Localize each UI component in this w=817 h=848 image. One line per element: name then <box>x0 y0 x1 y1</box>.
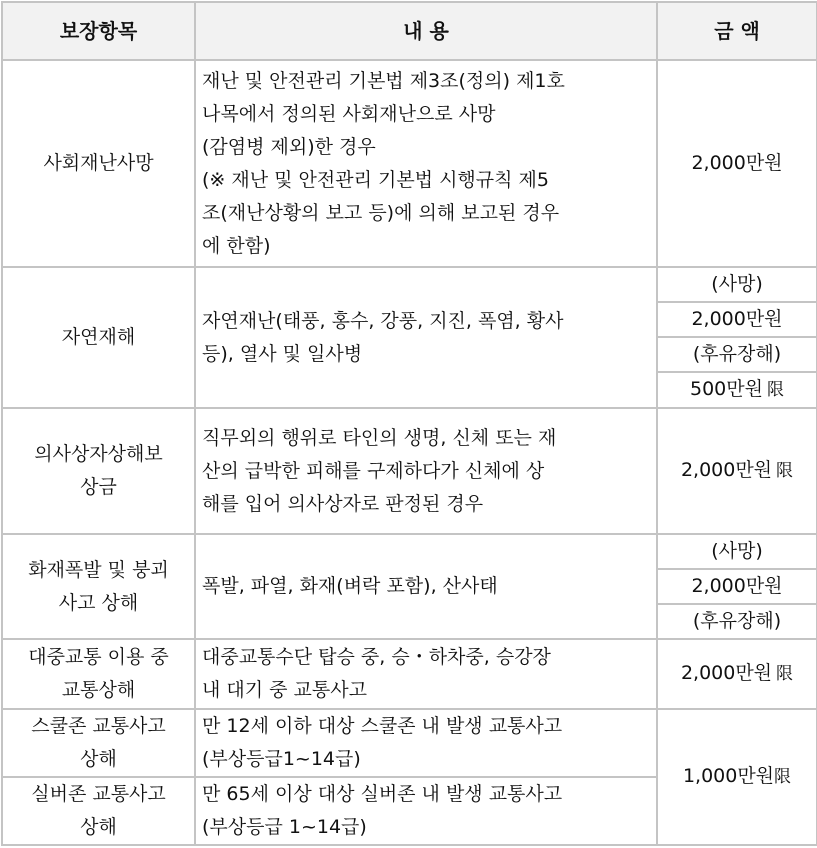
item-natural-disaster: 자연재해 <box>2 267 195 408</box>
amount-social-disaster-death: 2,000만원 <box>657 60 817 267</box>
amount-righteous-injury <box>657 408 817 534</box>
amount-public-transit <box>657 639 817 709</box>
amount-value: 2,000만원 <box>680 459 773 481</box>
amount-value: 1,000만원 <box>682 765 775 787</box>
content-line: 재난 및 안전관리 기본법 제3조(정의) 제1호 <box>202 69 565 92</box>
coverage-table <box>1 1 817 846</box>
content-line: 해를 입어 의사상자로 판정된 경우 <box>202 492 484 515</box>
limit-mark: 限 <box>776 664 794 684</box>
amount-label-disability: (후유장해) <box>657 604 817 639</box>
content-righteous-injury <box>195 408 657 534</box>
item-social-disaster-death: 사회재난사망 <box>2 60 195 267</box>
item-line: 상해 <box>80 816 117 838</box>
amount-value: 500만원 <box>690 378 763 400</box>
content-fire-explosion: 폭발, 파열, 화재(벼락 포함), 산사태 <box>195 534 657 639</box>
content-line: 직무외의 행위로 타인의 생명, 신체 또는 재 <box>202 426 557 449</box>
content-line: 만 12세 이하 대상 스쿨존 내 발생 교통사고 <box>202 715 563 737</box>
item-line: 화재폭발 및 붕괴 <box>28 558 169 581</box>
header-content: 내 용 <box>195 2 657 60</box>
content-natural-disaster <box>195 267 657 408</box>
limit-mark: 限 <box>776 461 794 481</box>
item-line: 상해 <box>80 748 117 770</box>
item-fire-explosion <box>2 534 195 639</box>
content-school-zone <box>195 709 657 777</box>
content-line: (※ 재난 및 안전관리 기본법 시행규칙 제5 <box>202 168 549 191</box>
amount-value-death: 2,000만원 <box>657 569 817 604</box>
content-public-transit <box>195 639 657 709</box>
item-line: 사고 상해 <box>58 591 139 614</box>
item-public-transit <box>2 639 195 709</box>
amount-value: 2,000만원 <box>680 662 773 684</box>
table-row <box>2 709 817 777</box>
amount-label-death: (사망) <box>657 534 817 569</box>
amount-zone-accidents <box>657 709 817 845</box>
content-line: (부상등급 1~14급) <box>202 816 367 838</box>
item-line: 실버존 교통사고 <box>31 783 166 805</box>
amount-value-death: 2,000만원 <box>657 302 817 337</box>
content-line: 자연재난(태풍, 홍수, 강풍, 지진, 폭염, 황사 <box>202 309 564 332</box>
content-line: (감염병 제외)한 경우 <box>202 135 376 158</box>
content-line: 대중교통수단 탑승 중, 승・하차중, 승강장 <box>202 646 551 668</box>
content-line: 내 대기 중 교통사고 <box>202 679 367 701</box>
limit-mark: 限 <box>766 380 784 400</box>
item-line: 의사상자상해보 <box>34 443 163 465</box>
content-line: 나목에서 정의된 사회재난으로 사망 <box>202 102 496 125</box>
item-line: 대중교통 이용 중 <box>28 646 169 668</box>
table-row <box>2 408 817 534</box>
content-silver-zone <box>195 777 657 845</box>
header-row <box>2 2 817 60</box>
item-line: 상금 <box>80 476 117 498</box>
content-line: 에 한함) <box>202 234 271 257</box>
table-row <box>2 267 817 302</box>
content-line: 만 65세 이상 대상 실버존 내 발생 교통사고 <box>202 783 563 805</box>
table-row <box>2 639 817 709</box>
header-item: 보장항목 <box>2 2 195 60</box>
amount-value-disability <box>657 372 817 408</box>
amount-label-disability: (후유장해) <box>657 337 817 372</box>
amount-label-death: (사망) <box>657 267 817 302</box>
content-line: (부상등급1~14급) <box>202 748 361 770</box>
header-amount: 금 액 <box>657 2 817 60</box>
content-line: 조(재난상황의 보고 등)에 의해 보고된 경우 <box>202 201 560 224</box>
content-social-disaster-death <box>195 60 657 267</box>
item-righteous-injury <box>2 408 195 534</box>
item-line: 스쿨존 교통사고 <box>31 715 166 737</box>
content-line: 등), 열사 및 일사병 <box>202 342 363 365</box>
item-line: 교통상해 <box>61 679 136 701</box>
item-school-zone <box>2 709 195 777</box>
limit-mark: 限 <box>774 767 792 787</box>
table-row <box>2 60 817 267</box>
table-row <box>2 534 817 569</box>
content-line: 산의 급박한 피해를 구제하다가 신체에 상 <box>202 459 545 482</box>
item-silver-zone <box>2 777 195 845</box>
